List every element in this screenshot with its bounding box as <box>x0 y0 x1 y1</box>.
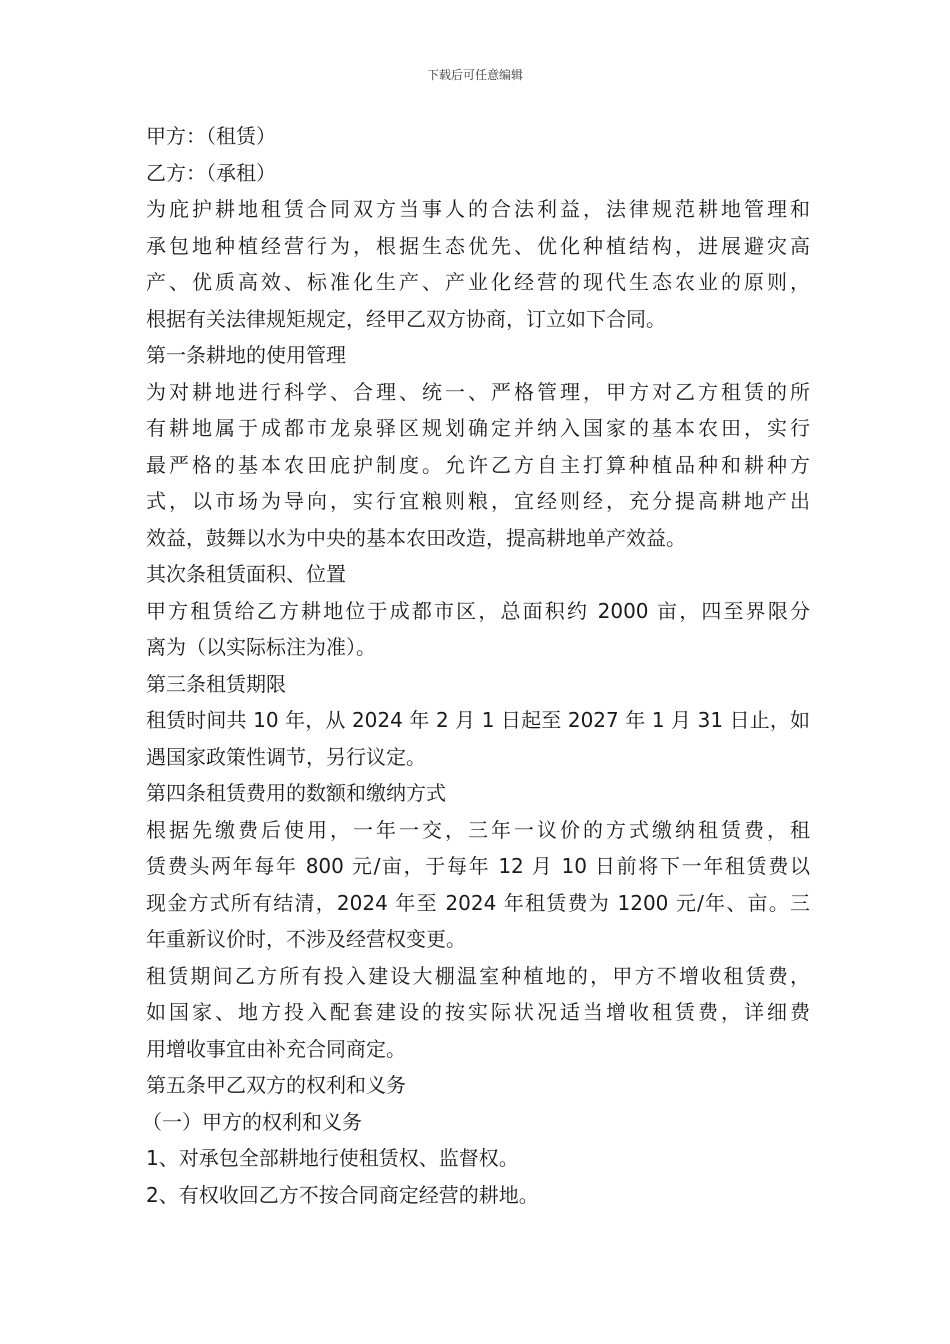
document-line: 甲方：（租赁） <box>146 124 276 148</box>
document-line: 最严格的基本农田庇护制度。允许乙方自主打算种植品种和耕种方 <box>146 452 810 477</box>
page-header: 下载后可任意编辑 <box>426 68 523 82</box>
document-line: 承包地种植经营行为，根据生态优先、优化种植结构，进展避灾高 <box>146 233 810 258</box>
document-line: 赁费头两年每年 800 元/亩，于每年 12 月 10 日前将下一年租赁费以 <box>146 854 810 878</box>
document-line: 乙方：（承租） <box>146 160 276 185</box>
document-line: 为庇护耕地租赁合同双方当事人的合法利益，法律规范耕地管理和 <box>146 197 810 221</box>
document-line: 第三条租赁期限 <box>146 671 286 696</box>
document-line: 为对耕地进行科学、合理、统一、严格管理，甲方对乙方租赁的所 <box>146 379 810 404</box>
document-line: 租赁时间共 10 年，从 2024 年 2 月 1 日起至 2027 年 1 月 31 日止，如 <box>146 708 810 732</box>
document-line: 现金方式所有结清，2024 年至 2024 年租赁费为 1200 元/年、亩。三 <box>146 890 810 915</box>
document-line: 第一条耕地的使用管理 <box>146 343 346 367</box>
document-line: 用增收事宜由补充合同商定。 <box>146 1036 406 1061</box>
document-line: 第五条甲乙双方的权利和义务 <box>146 1073 406 1097</box>
document-line: 年重新议价时，不涉及经营权变更。 <box>146 927 466 951</box>
document-line: 其次条租赁面积、位置 <box>146 562 346 586</box>
document-body <box>142 118 810 1213</box>
document-line: 甲方租赁给乙方耕地位于成都市区，总面积约 2000 亩，四至界限分 <box>146 598 810 623</box>
document-line: 效益，鼓舞以水为中央的基本农田改造，提高耕地单产效益。 <box>146 525 686 550</box>
document-line: 1、对承包全部耕地行使租赁权、监督权。 <box>146 1146 519 1170</box>
document-line: 根据先缴费后使用，一年一交，三年一议价的方式缴纳租赁费，租 <box>146 817 810 842</box>
document-line: 如国家、地方投入配套建设的按实际状况适当增收租赁费，详细费 <box>146 1000 810 1024</box>
document-line: 租赁期间乙方所有投入建设大棚温室种植地的，甲方不增收租赁费， <box>146 963 810 988</box>
document-line: 离为（以实际标注为准）。 <box>146 635 376 659</box>
document-line: 2、有权收回乙方不按合同商定经营的耕地。 <box>146 1182 539 1207</box>
document-line: 产、优质高效、标准化生产、产业化经营的现代生态农业的原则， <box>146 270 810 294</box>
document-line: 根据有关法律规矩规定，经甲乙双方协商，订立如下合同。 <box>146 306 666 331</box>
document-line: 有耕地属于成都市龙泉驿区规划确定并纳入国家的基本农田，实行 <box>146 416 810 440</box>
document-line: 遇国家政策性调节，另行议定。 <box>146 744 426 769</box>
document-line: （一）甲方的权利和义务 <box>142 1109 362 1134</box>
document-line: 式，以市场为导向，实行宜粮则粮，宜经则经，充分提高耕地产出 <box>146 489 810 513</box>
document-line: 第四条租赁费用的数额和缴纳方式 <box>146 781 446 805</box>
